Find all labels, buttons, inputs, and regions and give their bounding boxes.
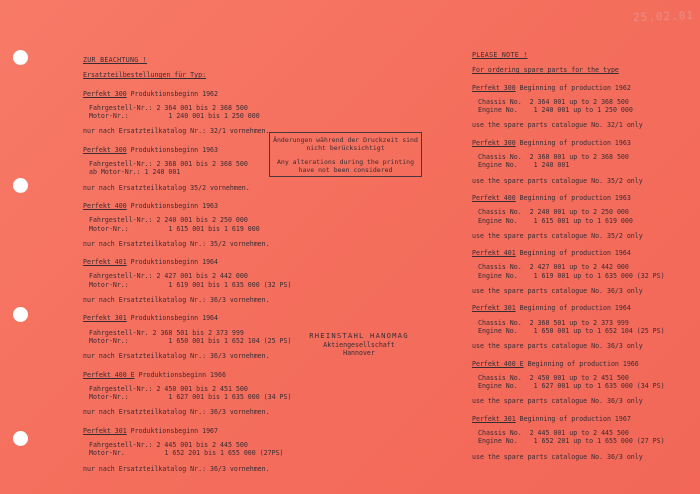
entry-title [83, 90, 283, 98]
catalogue-note: nur nach Ersatzteilkatalog Nr.: 36/3 vornehmen. [83, 296, 270, 305]
serial-numbers [83, 384, 292, 402]
model-name: Perfekt 400 [472, 193, 516, 202]
production-start: Beginning of production 1966 [527, 359, 639, 368]
parts-entry [472, 249, 692, 295]
serial-numbers [472, 374, 692, 391]
entry-title [83, 314, 283, 322]
parts-entry [83, 202, 283, 248]
catalogue-note: use the spare parts catalogue No. 35/2 only [472, 176, 643, 185]
english-entries [472, 84, 692, 461]
parts-entry [472, 84, 692, 130]
model-name: Perfekt 301 [83, 314, 127, 323]
serial-numbers [83, 104, 283, 121]
notice-german: Änderungen während der Druckzeit sind nicht berücksichtigt [273, 136, 418, 152]
production-start: Produktionsbeginn 1963 [130, 145, 218, 154]
engine-number-range: Motor-Nr.: 1 619 001 bis 1 635 000 (32 PS) [89, 280, 292, 289]
printing-notice-box [269, 132, 422, 177]
chassis-number-range: Chassis No. 2 450 001 up to 2 451 500 [478, 373, 629, 382]
catalogue-note: nur nach Ersatzteilkatalog Nr.: 36/3 vornehmen. [83, 408, 270, 417]
chassis-number-range: Fahrgestell-Nr. 2 368 501 bis 2 373 999 [89, 328, 244, 337]
engine-number-range: Engine No. 1 650 001 up to 1 652 104 (25 PS) [478, 326, 665, 335]
parts-entry [83, 370, 292, 417]
engine-number-range: Engine No. 1 240 001 [478, 161, 570, 170]
engine-number-range: Engine No. 1 627 001 up to 1 635 000 (34 PS) [478, 382, 665, 391]
company-block [296, 332, 422, 358]
entry-title [472, 415, 692, 423]
catalogue-note: nur nach Ersatzteilkatalog 35/2 vornehmen. [83, 183, 250, 192]
parts-entry [83, 90, 283, 136]
engine-number-range: Motor-Nr.: 1 615 001 bis 1 619 000 [89, 224, 260, 233]
catalogue-note: use the spare parts catalogue No. 36/3 only [472, 452, 643, 461]
date-stamp: 25.02.01 [632, 8, 695, 25]
production-start: Produktionsbeginn 1964 [130, 258, 218, 267]
catalogue-note: use the spare parts catalogue No. 35/2 only [472, 231, 643, 240]
chassis-number-range: Chassis No. 2 364 001 up to 2 368 500 [478, 97, 629, 106]
engine-number-range: Motor-Nr.: 1 240 001 bis 1 250 000 [89, 112, 260, 121]
punch-hole [13, 307, 28, 322]
english-subheading: For ordering spare parts for the type [472, 66, 619, 75]
german-heading: ZUR BEACHTUNG ! [83, 56, 148, 64]
chassis-number-range: Chassis No. 2 445 001 up to 2 445 500 [478, 429, 629, 438]
entry-title [472, 194, 692, 202]
production-start: Produktionsbeginn 1963 [130, 201, 218, 210]
engine-number-range: Motor-Nr.: 1 627 001 bis 1 635 000 (34 PS) [89, 393, 292, 402]
entry-title [472, 249, 692, 257]
notice-english: Any alterations during the printing have not been considered [277, 158, 414, 174]
german-subheading: Ersatzteilbestellungen für Typ: [83, 71, 207, 80]
model-name: Perfekt 300 [83, 89, 127, 98]
serial-numbers [83, 328, 292, 346]
punch-hole [13, 431, 28, 446]
serial-numbers [472, 319, 692, 336]
german-entries [83, 89, 292, 473]
production-start: Produktionsbeginn 1962 [130, 89, 218, 98]
entry-title [83, 427, 283, 435]
production-start: Produktionsbeginn 1967 [130, 426, 218, 435]
catalogue-note: nur nach Ersatzteilkatalog Nr.: 36/3 vornehmen. [83, 464, 270, 473]
parts-entry [83, 258, 292, 305]
entry-title [472, 360, 692, 368]
serial-numbers [472, 98, 692, 115]
production-start: Beginning of production 1964 [519, 304, 631, 313]
parts-entry [83, 427, 283, 473]
catalogue-note: use the spare parts catalogue No. 32/1 only [472, 121, 643, 130]
serial-numbers [83, 160, 283, 177]
entry-title [83, 146, 283, 154]
punch-hole [13, 178, 28, 193]
model-name: Perfekt 300 [472, 83, 516, 92]
german-column [83, 56, 292, 473]
catalogue-note: nur nach Ersatzteilkatalog Nr.: 36/3 vornehmen. [83, 352, 270, 361]
parts-entry [472, 194, 692, 240]
entry-title [472, 84, 692, 92]
chassis-number-range: Chassis No. 2 368 501 up to 2 373 999 [478, 318, 629, 327]
parts-entry [472, 304, 692, 350]
engine-number-range: Motor-Nr.: 1 650 001 bis 1 652 104 (25 PS) [89, 336, 292, 345]
chassis-number-range: Fahrgestell-Nr.: 2 368 001 bis 2 368 500 [89, 160, 248, 169]
parts-entry [472, 139, 692, 185]
model-name: Perfekt 301 [472, 414, 516, 423]
serial-numbers [83, 272, 292, 289]
chassis-number-range: Chassis No. 2 240 001 up to 2 250 000 [478, 208, 629, 217]
serial-numbers [83, 441, 283, 458]
production-start: Beginning of production 1963 [519, 193, 631, 202]
chassis-number-range: Chassis No. 2 368 001 up to 2 368 500 [478, 153, 629, 162]
catalogue-note: nur nach Ersatzteilkatalog Nr.: 35/2 vornehmen. [83, 239, 270, 248]
serial-numbers [472, 429, 692, 446]
model-name: Perfekt 301 [472, 304, 516, 313]
model-name: Perfekt 401 [472, 249, 516, 258]
production-start: Beginning of production 1964 [519, 249, 631, 258]
entry-title [472, 139, 692, 147]
english-column [472, 51, 692, 461]
engine-number-range: Engine No. 1 240 001 up to 1 250 000 [478, 106, 633, 115]
production-start: Beginning of production 1963 [519, 138, 631, 147]
company-city: Hannover [343, 349, 375, 357]
engine-number-range: ab Motor-Nr.: 1 240 001 [89, 168, 181, 177]
model-name: Perfekt 301 [83, 426, 127, 435]
parts-entry [83, 314, 292, 361]
punch-hole [13, 50, 28, 65]
production-start: Produktionsbeginn 1964 [130, 314, 218, 323]
model-name: Perfekt 300 [472, 138, 516, 147]
catalogue-note: nur nach Ersatzteilkatalog Nr.: 32/1 vornehmen. [83, 127, 270, 136]
entry-title [83, 202, 283, 210]
parts-entry [472, 360, 692, 406]
production-start: Beginning of production 1967 [519, 414, 631, 423]
model-name: Perfekt 400 [83, 201, 127, 210]
parts-entry [83, 146, 283, 192]
chassis-number-range: Fahrgestell-Nr.: 2 240 001 bis 2 250 000 [89, 216, 248, 225]
engine-number-range: Engine No. 1 652 201 up to 1 655 000 (27 PS) [478, 437, 665, 446]
serial-numbers [472, 153, 692, 170]
catalogue-note: use the spare parts catalogue No. 36/3 only [472, 342, 643, 351]
catalogue-note: use the spare parts catalogue No. 36/3 only [472, 397, 643, 406]
chassis-number-range: Fahrgestell-Nr.: 2 450 001 bis 2 451 500 [89, 384, 248, 393]
catalogue-note: use the spare parts catalogue No. 36/3 only [472, 287, 643, 296]
engine-number-range: Motor-Nr. 1 652 201 bis 1 655 000 (27PS) [89, 449, 284, 458]
model-name: Perfekt 300 [83, 145, 127, 154]
parts-entry [472, 415, 692, 461]
engine-number-range: Engine No. 1 619 001 up to 1 635 000 (32 PS) [478, 271, 665, 280]
model-name: Perfekt 400 E [83, 370, 135, 379]
company-type: Aktiengesellschaft [323, 340, 395, 349]
chassis-number-range: Fahrgestell-Nr.: 2 427 001 bis 2 442 000 [89, 272, 248, 281]
chassis-number-range: Fahrgestell-Nr.: 2 364 001 bis 2 368 500 [89, 103, 248, 112]
engine-number-range: Engine No. 1 615 001 up to 1 619 000 [478, 216, 633, 225]
entry-title [83, 258, 283, 266]
chassis-number-range: Chassis No. 2 427 001 up to 2 442 000 [478, 263, 629, 272]
entry-title [472, 304, 692, 312]
serial-numbers [472, 263, 692, 280]
chassis-number-range: Fahrgestell-Nr.: 2 445 001 bis 2 445 500 [89, 441, 248, 450]
model-name: Perfekt 401 [83, 258, 127, 267]
production-start: Produktionsbeginn 1966 [138, 370, 226, 379]
serial-numbers [472, 208, 692, 225]
company-name: RHEINSTAHL HANOMAG [309, 331, 409, 340]
serial-numbers [83, 216, 283, 233]
entry-title [83, 371, 283, 379]
production-start: Beginning of production 1962 [519, 83, 631, 92]
english-heading: PLEASE NOTE ! [472, 51, 528, 59]
model-name: Perfekt 400 E [472, 359, 524, 368]
